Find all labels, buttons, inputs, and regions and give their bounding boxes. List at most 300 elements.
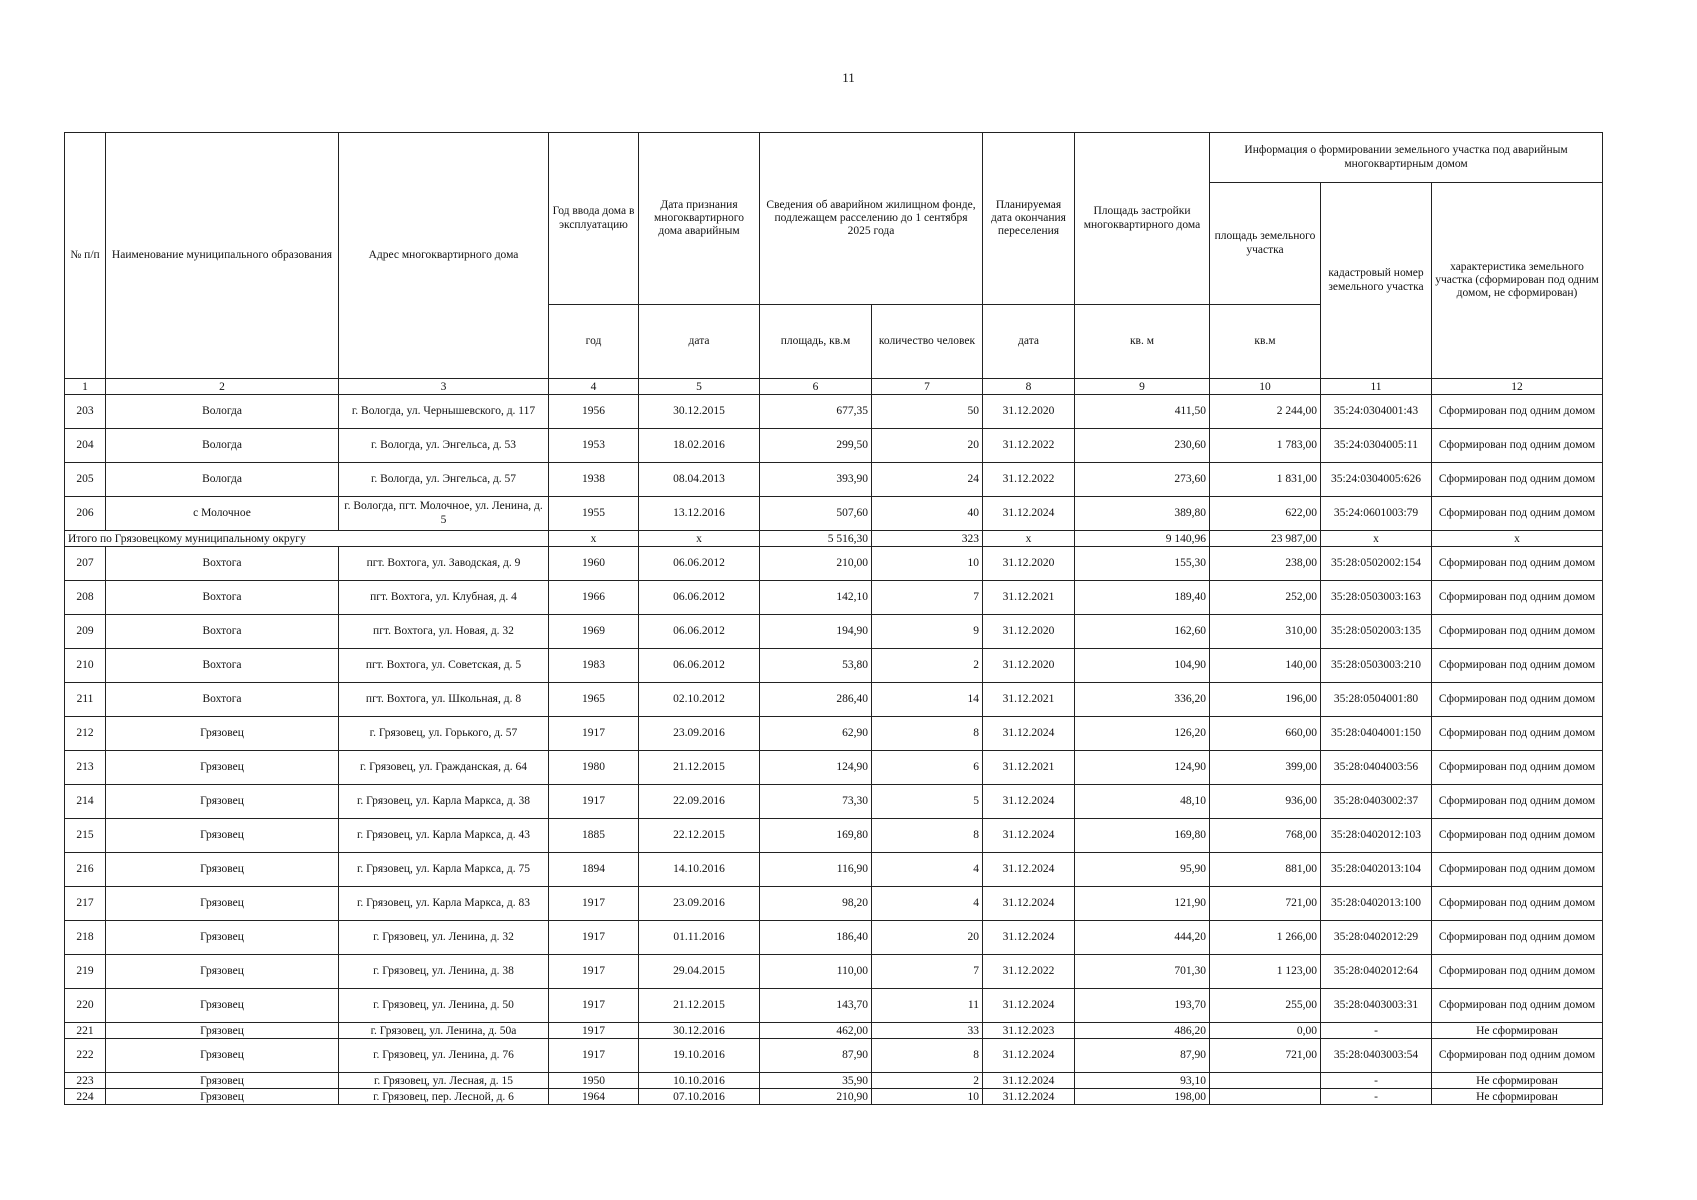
land-area: 622,00 [1210,497,1321,531]
year-built: 1917 [549,717,639,751]
header-cadastral-number: кадастровый номер земельного участка [1321,183,1432,379]
unit-building-area: кв. м [1075,305,1210,379]
cadastral-number: 35:24:0304001:43 [1321,395,1432,429]
municipality: Вохтога [106,547,339,581]
emergency-area: 677,35 [760,395,872,429]
year-built: 1917 [549,1039,639,1073]
total-people: 323 [872,531,983,547]
building-area: 411,50 [1075,395,1210,429]
row-number: 223 [65,1073,106,1089]
land-status: Сформирован под одним домом [1432,989,1603,1023]
land-area [1210,1089,1321,1105]
row-number: 220 [65,989,106,1023]
cadastral-number: 35:28:0503003:163 [1321,581,1432,615]
municipality: Грязовец [106,1089,339,1105]
land-status: Не сформирован [1432,1023,1603,1039]
people-count: 10 [872,547,983,581]
land-status: Сформирован под одним домом [1432,581,1603,615]
land-status: Сформирован под одним домом [1432,785,1603,819]
municipality: Грязовец [106,717,339,751]
row-number: 212 [65,717,106,751]
land-area: 768,00 [1210,819,1321,853]
emergency-date: 14.10.2016 [639,853,760,887]
building-area: 336,20 [1075,683,1210,717]
emergency-area: 35,90 [760,1073,872,1089]
row-number: 219 [65,955,106,989]
land-area: 721,00 [1210,887,1321,921]
column-number-row [65,379,1603,395]
total-plan: х [983,531,1075,547]
land-area: 881,00 [1210,853,1321,887]
year-built: 1894 [549,853,639,887]
municipality: Вологда [106,463,339,497]
year-built: 1917 [549,1023,639,1039]
cadastral-number: 35:28:0502003:135 [1321,615,1432,649]
address: г. Грязовец, ул. Карла Маркса, д. 83 [339,887,549,921]
emergency-date: 13.12.2016 [639,497,760,531]
land-status: Сформирован под одним домом [1432,429,1603,463]
building-area: 193,70 [1075,989,1210,1023]
emergency-area: 186,40 [760,921,872,955]
cadastral-number: 35:28:0402013:100 [1321,887,1432,921]
cadastral-number: 35:28:0404001:150 [1321,717,1432,751]
row-number: 210 [65,649,106,683]
building-area: 95,90 [1075,853,1210,887]
header-address: Адрес многоквартирного дома [339,133,549,379]
municipality: Вологда [106,429,339,463]
cadastral-number: 35:28:0403003:31 [1321,989,1432,1023]
land-area: 399,00 [1210,751,1321,785]
municipality: Грязовец [106,1039,339,1073]
cadastral-number: 35:28:0404003:56 [1321,751,1432,785]
year-built: 1917 [549,887,639,921]
emergency-area: 62,90 [760,717,872,751]
emergency-area: 53,80 [760,649,872,683]
table-row [65,989,1603,1023]
year-built: 1917 [549,955,639,989]
emergency-date: 06.06.2012 [639,615,760,649]
building-area: 189,40 [1075,581,1210,615]
row-number: 211 [65,683,106,717]
table-row [65,853,1603,887]
planned-date: 31.12.2024 [983,887,1075,921]
column-number: 9 [1075,379,1210,395]
land-area: 255,00 [1210,989,1321,1023]
planned-date: 31.12.2021 [983,683,1075,717]
address: г. Грязовец, ул. Карла Маркса, д. 75 [339,853,549,887]
emergency-area: 393,90 [760,463,872,497]
municipality: Вохтога [106,581,339,615]
cadastral-number: - [1321,1089,1432,1105]
unit-land-area: кв.м [1210,305,1321,379]
table-row [65,1089,1603,1105]
column-number: 4 [549,379,639,395]
table-row [65,717,1603,751]
emergency-date: 18.02.2016 [639,429,760,463]
planned-date: 31.12.2024 [983,819,1075,853]
table-row [65,1073,1603,1089]
land-status: Не сформирован [1432,1073,1603,1089]
address: г. Вологда, ул. Чернышевского, д. 117 [339,395,549,429]
column-number: 8 [983,379,1075,395]
emergency-area: 98,20 [760,887,872,921]
address: г. Грязовец, пер. Лесной, д. 6 [339,1089,549,1105]
building-area: 162,60 [1075,615,1210,649]
row-number: 221 [65,1023,106,1039]
emergency-date: 29.04.2015 [639,955,760,989]
emergency-date: 06.06.2012 [639,581,760,615]
unit-people: количество человек [872,305,983,379]
people-count: 6 [872,751,983,785]
land-area: 721,00 [1210,1039,1321,1073]
total-cadastral: х [1321,531,1432,547]
land-area: 1 123,00 [1210,955,1321,989]
planned-date: 31.12.2024 [983,717,1075,751]
planned-date: 31.12.2024 [983,785,1075,819]
column-number: 5 [639,379,760,395]
table-total [65,531,1603,547]
planned-date: 31.12.2024 [983,921,1075,955]
emergency-date: 06.06.2012 [639,649,760,683]
land-status: Сформирован под одним домом [1432,463,1603,497]
emergency-date: 21.12.2015 [639,751,760,785]
row-number: 205 [65,463,106,497]
people-count: 40 [872,497,983,531]
land-area: 660,00 [1210,717,1321,751]
cadastral-number: - [1321,1023,1432,1039]
land-area: 252,00 [1210,581,1321,615]
table-row [65,581,1603,615]
planned-date: 31.12.2021 [983,581,1075,615]
people-count: 5 [872,785,983,819]
row-number: 209 [65,615,106,649]
planned-date: 31.12.2022 [983,429,1075,463]
table-row [65,429,1603,463]
row-number: 217 [65,887,106,921]
municipality: Вохтога [106,683,339,717]
table-header [65,133,1603,395]
header-land-characteristic: характеристика земельного участка (сформирован под одним домом, не сформирован) [1432,183,1603,379]
year-built: 1917 [549,921,639,955]
emergency-date: 06.06.2012 [639,547,760,581]
municipality: Вохтога [106,649,339,683]
land-status: Сформирован под одним домом [1432,717,1603,751]
emergency-area: 142,10 [760,581,872,615]
address: пгт. Вохтога, ул. Школьная, д. 8 [339,683,549,717]
planned-date: 31.12.2024 [983,989,1075,1023]
planned-date: 31.12.2020 [983,547,1075,581]
emergency-area: 110,00 [760,955,872,989]
municipality: Грязовец [106,1073,339,1089]
emergency-area: 299,50 [760,429,872,463]
year-built: 1964 [549,1089,639,1105]
land-status: Сформирован под одним домом [1432,395,1603,429]
table-row [65,547,1603,581]
address: г. Грязовец, ул. Лесная, д. 15 [339,1073,549,1089]
table-row [65,819,1603,853]
table-row [65,751,1603,785]
address: г. Грязовец, ул. Карла Маркса, д. 43 [339,819,549,853]
cadastral-number: 35:28:0504001:80 [1321,683,1432,717]
header-planned-date: Планируемая дата окончания переселения [983,133,1075,305]
emergency-date: 22.09.2016 [639,785,760,819]
people-count: 20 [872,429,983,463]
people-count: 14 [872,683,983,717]
land-area: 310,00 [1210,615,1321,649]
year-built: 1969 [549,615,639,649]
building-area: 93,10 [1075,1073,1210,1089]
emergency-area: 194,90 [760,615,872,649]
people-count: 7 [872,581,983,615]
table-row [65,1039,1603,1073]
land-status: Сформирован под одним домом [1432,497,1603,531]
table-row [65,683,1603,717]
municipality: Грязовец [106,921,339,955]
year-built: 1938 [549,463,639,497]
row-number: 206 [65,497,106,531]
address: г. Вологда, ул. Энгельса, д. 53 [339,429,549,463]
table-row [65,649,1603,683]
emergency-area: 210,90 [760,1089,872,1105]
unit-year: год [549,305,639,379]
land-area: 1 783,00 [1210,429,1321,463]
land-area: 140,00 [1210,649,1321,683]
address: пгт. Вохтога, ул. Заводская, д. 9 [339,547,549,581]
people-count: 9 [872,615,983,649]
land-status: Сформирован под одним домом [1432,921,1603,955]
header-emergency-date: Дата признания многоквартирного дома аварийным [639,133,760,305]
row-number: 203 [65,395,106,429]
planned-date: 31.12.2022 [983,955,1075,989]
emergency-area: 507,60 [760,497,872,531]
building-area: 104,90 [1075,649,1210,683]
planned-date: 31.12.2022 [983,463,1075,497]
planned-date: 31.12.2024 [983,853,1075,887]
people-count: 4 [872,887,983,921]
emergency-date: 01.11.2016 [639,921,760,955]
land-status: Сформирован под одним домом [1432,853,1603,887]
emergency-area: 462,00 [760,1023,872,1039]
emergency-date: 21.12.2015 [639,989,760,1023]
planned-date: 31.12.2024 [983,497,1075,531]
header-building-area: Площадь застройки многоквартирного дома [1075,133,1210,305]
column-number: 12 [1432,379,1603,395]
land-status: Сформирован под одним домом [1432,615,1603,649]
emergency-date: 07.10.2016 [639,1089,760,1105]
people-count: 8 [872,819,983,853]
total-building-area: 9 140,96 [1075,531,1210,547]
unit-plan-date: дата [983,305,1075,379]
cadastral-number: 35:28:0402012:103 [1321,819,1432,853]
table-row [65,497,1603,531]
planned-date: 31.12.2024 [983,1089,1075,1105]
row-number: 222 [65,1039,106,1073]
emergency-area: 87,90 [760,1039,872,1073]
housing-registry-table [64,132,1603,1105]
people-count: 4 [872,853,983,887]
emergency-date: 08.04.2013 [639,463,760,497]
cadastral-number: 35:24:0601003:79 [1321,497,1432,531]
land-status: Сформирован под одним домом [1432,887,1603,921]
year-built: 1956 [549,395,639,429]
land-area: 238,00 [1210,547,1321,581]
column-number: 6 [760,379,872,395]
total-status: х [1432,531,1603,547]
planned-date: 31.12.2024 [983,1073,1075,1089]
year-built: 1917 [549,989,639,1023]
table-body-gryazovets [65,547,1603,1105]
emergency-date: 19.10.2016 [639,1039,760,1073]
row-number: 207 [65,547,106,581]
people-count: 24 [872,463,983,497]
address: г. Грязовец, ул. Ленина, д. 38 [339,955,549,989]
page-number: 11 [842,70,855,85]
table-row [65,463,1603,497]
municipality: Вологда [106,395,339,429]
planned-date: 31.12.2021 [983,751,1075,785]
cadastral-number: 35:24:0304005:626 [1321,463,1432,497]
total-year: х [549,531,639,547]
unit-area: площадь, кв.м [760,305,872,379]
year-built: 1966 [549,581,639,615]
column-number: 10 [1210,379,1321,395]
emergency-date: 23.09.2016 [639,717,760,751]
emergency-area: 210,00 [760,547,872,581]
address: г. Грязовец, ул. Гражданская, д. 64 [339,751,549,785]
building-area: 155,30 [1075,547,1210,581]
emergency-area: 116,90 [760,853,872,887]
year-built: 1960 [549,547,639,581]
column-number: 7 [872,379,983,395]
building-area: 701,30 [1075,955,1210,989]
municipality: с Молочное [106,497,339,531]
building-area: 48,10 [1075,785,1210,819]
people-count: 2 [872,1073,983,1089]
municipality: Грязовец [106,887,339,921]
column-number: 2 [106,379,339,395]
cadastral-number: 35:28:0403002:37 [1321,785,1432,819]
planned-date: 31.12.2020 [983,649,1075,683]
column-number: 1 [65,379,106,395]
address: г. Грязовец, ул. Ленина, д. 50а [339,1023,549,1039]
municipality: Грязовец [106,1023,339,1039]
row-number: 216 [65,853,106,887]
address: г. Грязовец, ул. Карла Маркса, д. 38 [339,785,549,819]
row-number: 204 [65,429,106,463]
emergency-date: 10.10.2016 [639,1073,760,1089]
people-count: 8 [872,1039,983,1073]
year-built: 1885 [549,819,639,853]
header-municipality: Наименование муниципального образования [106,133,339,379]
address: г. Вологда, пгт. Молочное, ул. Ленина, д. 5 [339,497,549,531]
total-land-area: 23 987,00 [1210,531,1321,547]
emergency-date: 22.12.2015 [639,819,760,853]
land-status: Сформирован под одним домом [1432,683,1603,717]
emergency-area: 169,80 [760,819,872,853]
emergency-date: 02.10.2012 [639,683,760,717]
unit-date: дата [639,305,760,379]
municipality: Грязовец [106,819,339,853]
people-count: 50 [872,395,983,429]
column-number: 3 [339,379,549,395]
header-emergency-fund: Сведения об аварийном жилищном фонде, подлежащем расселению до 1 сентября 2025 года [760,133,983,305]
cadastral-number: 35:28:0503003:210 [1321,649,1432,683]
header-land-info: Информация о формировании земельного участка под аварийным многоквартирным домом [1210,133,1603,183]
row-number: 213 [65,751,106,785]
land-area: 196,00 [1210,683,1321,717]
year-built: 1965 [549,683,639,717]
emergency-date: 30.12.2015 [639,395,760,429]
land-area: 1 266,00 [1210,921,1321,955]
table-row [65,887,1603,921]
year-built: 1980 [549,751,639,785]
building-area: 444,20 [1075,921,1210,955]
cadastral-number: 35:28:0402013:104 [1321,853,1432,887]
cadastral-number: 35:28:0402012:29 [1321,921,1432,955]
cadastral-number: 35:24:0304005:11 [1321,429,1432,463]
municipality: Грязовец [106,785,339,819]
emergency-area: 124,90 [760,751,872,785]
emergency-area: 73,30 [760,785,872,819]
people-count: 10 [872,1089,983,1105]
row-number: 214 [65,785,106,819]
address: г. Грязовец, ул. Горького, д. 57 [339,717,549,751]
municipality: Грязовец [106,751,339,785]
building-area: 273,60 [1075,463,1210,497]
municipality: Грязовец [106,955,339,989]
building-area: 389,80 [1075,497,1210,531]
municipality: Грязовец [106,989,339,1023]
total-date: х [639,531,760,547]
table-row [65,921,1603,955]
row-number: 224 [65,1089,106,1105]
address: пгт. Вохтога, ул. Новая, д. 32 [339,615,549,649]
land-status: Не сформирован [1432,1089,1603,1105]
municipality: Грязовец [106,853,339,887]
table-row [65,395,1603,429]
land-status: Сформирован под одним домом [1432,819,1603,853]
year-built: 1917 [549,785,639,819]
building-area: 198,00 [1075,1089,1210,1105]
header-year-built: Год ввода дома в эксплуатацию [549,133,639,305]
table-row [65,785,1603,819]
cadastral-number: - [1321,1073,1432,1089]
total-area: 5 516,30 [760,531,872,547]
land-area [1210,1073,1321,1089]
address: г. Грязовец, ул. Ленина, д. 32 [339,921,549,955]
year-built: 1950 [549,1073,639,1089]
total-row [65,531,1603,547]
land-status: Сформирован под одним домом [1432,1039,1603,1073]
building-area: 126,20 [1075,717,1210,751]
building-area: 87,90 [1075,1039,1210,1073]
land-area: 2 244,00 [1210,395,1321,429]
address: пгт. Вохтога, ул. Советская, д. 5 [339,649,549,683]
planned-date: 31.12.2020 [983,395,1075,429]
people-count: 8 [872,717,983,751]
people-count: 33 [872,1023,983,1039]
row-number: 215 [65,819,106,853]
address: г. Вологда, ул. Энгельса, д. 57 [339,463,549,497]
year-built: 1953 [549,429,639,463]
address: г. Грязовец, ул. Ленина, д. 50 [339,989,549,1023]
land-status: Сформирован под одним домом [1432,955,1603,989]
planned-date: 31.12.2020 [983,615,1075,649]
people-count: 11 [872,989,983,1023]
address: пгт. Вохтога, ул. Клубная, д. 4 [339,581,549,615]
building-area: 169,80 [1075,819,1210,853]
people-count: 7 [872,955,983,989]
